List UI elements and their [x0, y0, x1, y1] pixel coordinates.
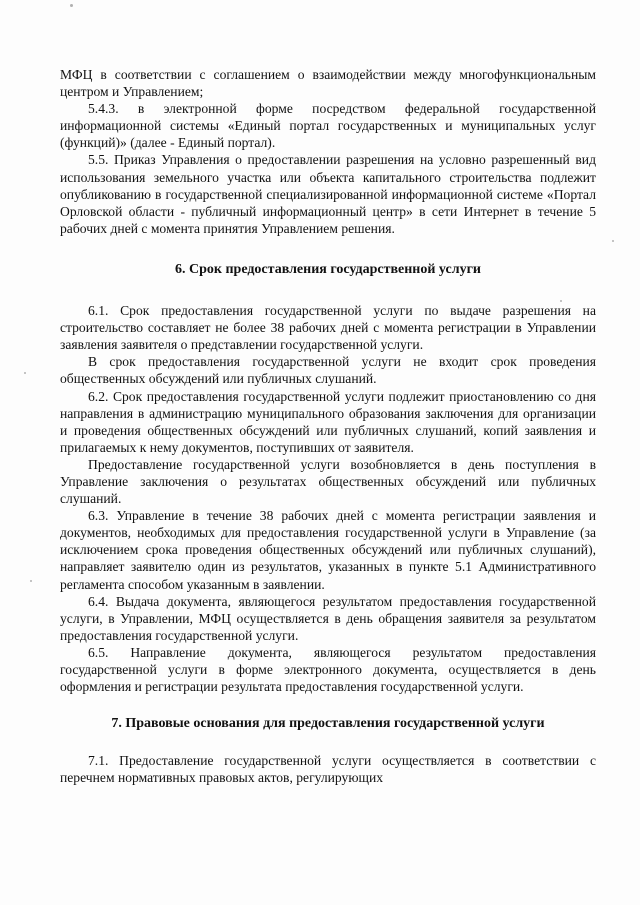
scan-speck	[560, 300, 562, 302]
paragraph-6-5: 6.5. Направление документа, являющегося результатом предоставления государственной услуги в форме электронного документа, осуществляется в день оформления и регистрации результата предоставления государственной услуги.	[60, 644, 596, 695]
scan-speck	[612, 240, 614, 242]
paragraph-6-3: 6.3. Управление в течение 38 рабочих дней с момента регистрации заявления и документов, необходимых для предоставления государственной услуги в Управление (за исключением срока проведения общественных обсуждений или публичных слушаний), направляет заявителю один из результатов, указанных в пункте 5.1 Административного регламента способом указанным в заявлении.	[60, 508, 596, 592]
document-body	[60, 66, 596, 786]
paragraph-6-4: 6.4. Выдача документа, являющегося результатом предоставления государственной услуги, в Управлении, МФЦ осуществляется в день обращения заявителя за результатом предоставления государственной услуги.	[60, 593, 596, 643]
scan-speck	[30, 580, 32, 582]
scan-speck	[70, 4, 73, 7]
paragraph-7-1: 7.1. Предоставление государственной услуги осуществляется в соответствии с перечнем нормативных правовых актов, регулирующих	[60, 753, 596, 786]
scan-speck	[24, 372, 26, 374]
section-6-heading: 6. Срок предоставления государственной услуги	[175, 261, 481, 277]
paragraph-6-2-b: Предоставление государственной услуги возобновляется в день поступления в Управление заключения о результатах общественных обсуждений или публичных слушаний.	[60, 456, 596, 507]
paragraph-5-4-3: 5.4.3. в электронной форме посредством федеральной государственной информационной системы «Единый портал государственных и муниципальных услуг (функций)» (далее - Единый портал).	[60, 101, 596, 151]
paragraph-mfc: МФЦ в соответствии с соглашением о взаимодействии между многофункциональным центром и Управлением;	[60, 67, 596, 100]
paragraph-6-1-b: В срок предоставления государственной услуги не входит срок проведения общественных обсуждений или публичных слушаний.	[60, 354, 596, 387]
paragraph-6-1: 6.1. Срок предоставления государственной услуги по выдаче разрешения на строительство составляет не более 38 рабочих дней с момента регистрации в Управлении заявления заявителя о представлении государственной услуги.	[60, 303, 596, 353]
paragraph-5-5: 5.5. Приказ Управления о предоставлении разрешения на условно разрешенный вид использования земельного участка или объекта капитального строительства подлежит опубликованию в государственной специализированной информационной системе «Портал Орловской области - публичный информационный центр» в сети Интернет в течение 5 рабочих дней с момента принятия Управлением решения.	[60, 152, 596, 236]
paragraph-6-2: 6.2. Срок предоставления государственной услуги подлежит приостановлению со дня направления в администрацию муниципального образования заключения для организации и проведения общественных обсуждений или публичных слушаний, копий заявления и прилагаемых к нему документов, поступивших от заявителя.	[60, 388, 596, 455]
section-7-heading: 7. Правовые основания для предоставления государственной услуги	[111, 716, 545, 732]
